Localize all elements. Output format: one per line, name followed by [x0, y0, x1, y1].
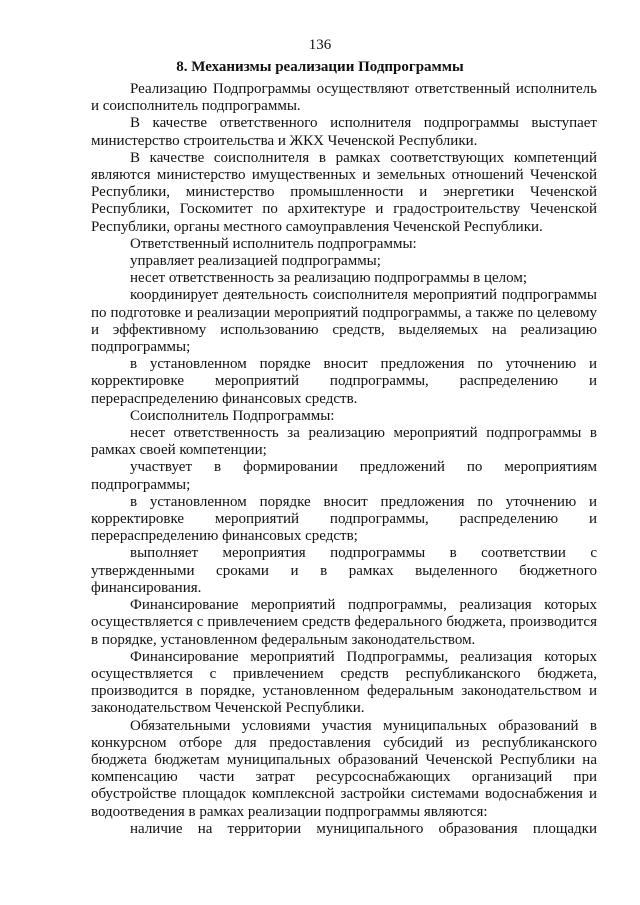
paragraph: в установленном порядке вносит предложения по уточнению и корректировке мероприятий подпрограммы, распределению и перераспределению финансовых средств; — [91, 493, 597, 545]
paragraph: Финансирование мероприятий подпрограммы, реализация которых осуществляется с привлечением средств федерального бюджета, производится в порядке, установленном федеральным законодательством. — [91, 597, 597, 648]
section-heading: 8. Механизмы реализации Подпрограммы — [176, 59, 464, 75]
paragraph: несет ответственность за реализацию мероприятий подпрограммы в рамках своей компетенции; — [91, 425, 597, 459]
paragraph: в установленном порядке вносит предложения по уточнению и корректировке мероприятий подпрограммы, распределению и перераспределению финансовых средств. — [91, 356, 597, 407]
paragraph: В качестве соисполнителя в рамках соответствующих компетенций являются министерство имущественных и земельных отношений Чеченской Республики, министерство промышленности и энергетики Чеченской Республики, Госкомитет по архитектуре и градостроительству Чеченской Республики, органы местного самоуправления Чеченской Республики. — [91, 149, 597, 235]
paragraph: координирует деятельность соисполнителя мероприятий подпрограммы по подготовке и реализации мероприятий подпрограммы, а также по целевому и эффективному использованию средств, выделяемых на реализацию подпрограммы; — [91, 287, 597, 356]
paragraph: наличие на территории муниципального образования площадки — [130, 820, 597, 837]
paragraph: Соисполнитель Подпрограммы: — [130, 407, 335, 424]
paragraph: управляет реализацией подпрограммы; — [130, 253, 381, 270]
paragraph: выполняет мероприятия подпрограммы в соответствии с утвержденными сроками и в рамках выделенного бюджетного финансирования. — [91, 545, 597, 596]
paragraph: В качестве ответственного исполнителя подпрограммы выступает министерство строительства и ЖКХ Чеченской Республики. — [91, 115, 597, 149]
paragraph: несет ответственность за реализацию подпрограммы в целом; — [130, 270, 528, 287]
paragraph: Ответственный исполнитель подпрограммы: — [130, 235, 417, 252]
page-number: 136 — [308, 37, 332, 53]
body-text — [91, 81, 597, 838]
paragraph: участвует в формировании предложений по мероприятиям подпрограммы; — [91, 459, 597, 493]
paragraph: Реализацию Подпрограммы осуществляют ответственный исполнитель и соисполнитель подпрограммы. — [91, 81, 597, 115]
paragraph: Обязательными условиями участия муниципальных образований в конкурсном отборе для предоставления субсидий из республиканского бюджета бюджетам муниципальных образований Чеченской Республики на компенсацию части затрат ресурсоснабжающих организаций при обустройстве площадок комплексной застройки системами водоснабжения и водоотведения в рамках реализации подпрограммы являются: — [91, 717, 597, 820]
paragraph: Финансирование мероприятий Подпрограммы, реализация которых осуществляется с привлечением средств республиканского бюджета, производится в порядке, установленном федеральным законодательством и законодательством Чеченской Республики. — [91, 648, 597, 717]
